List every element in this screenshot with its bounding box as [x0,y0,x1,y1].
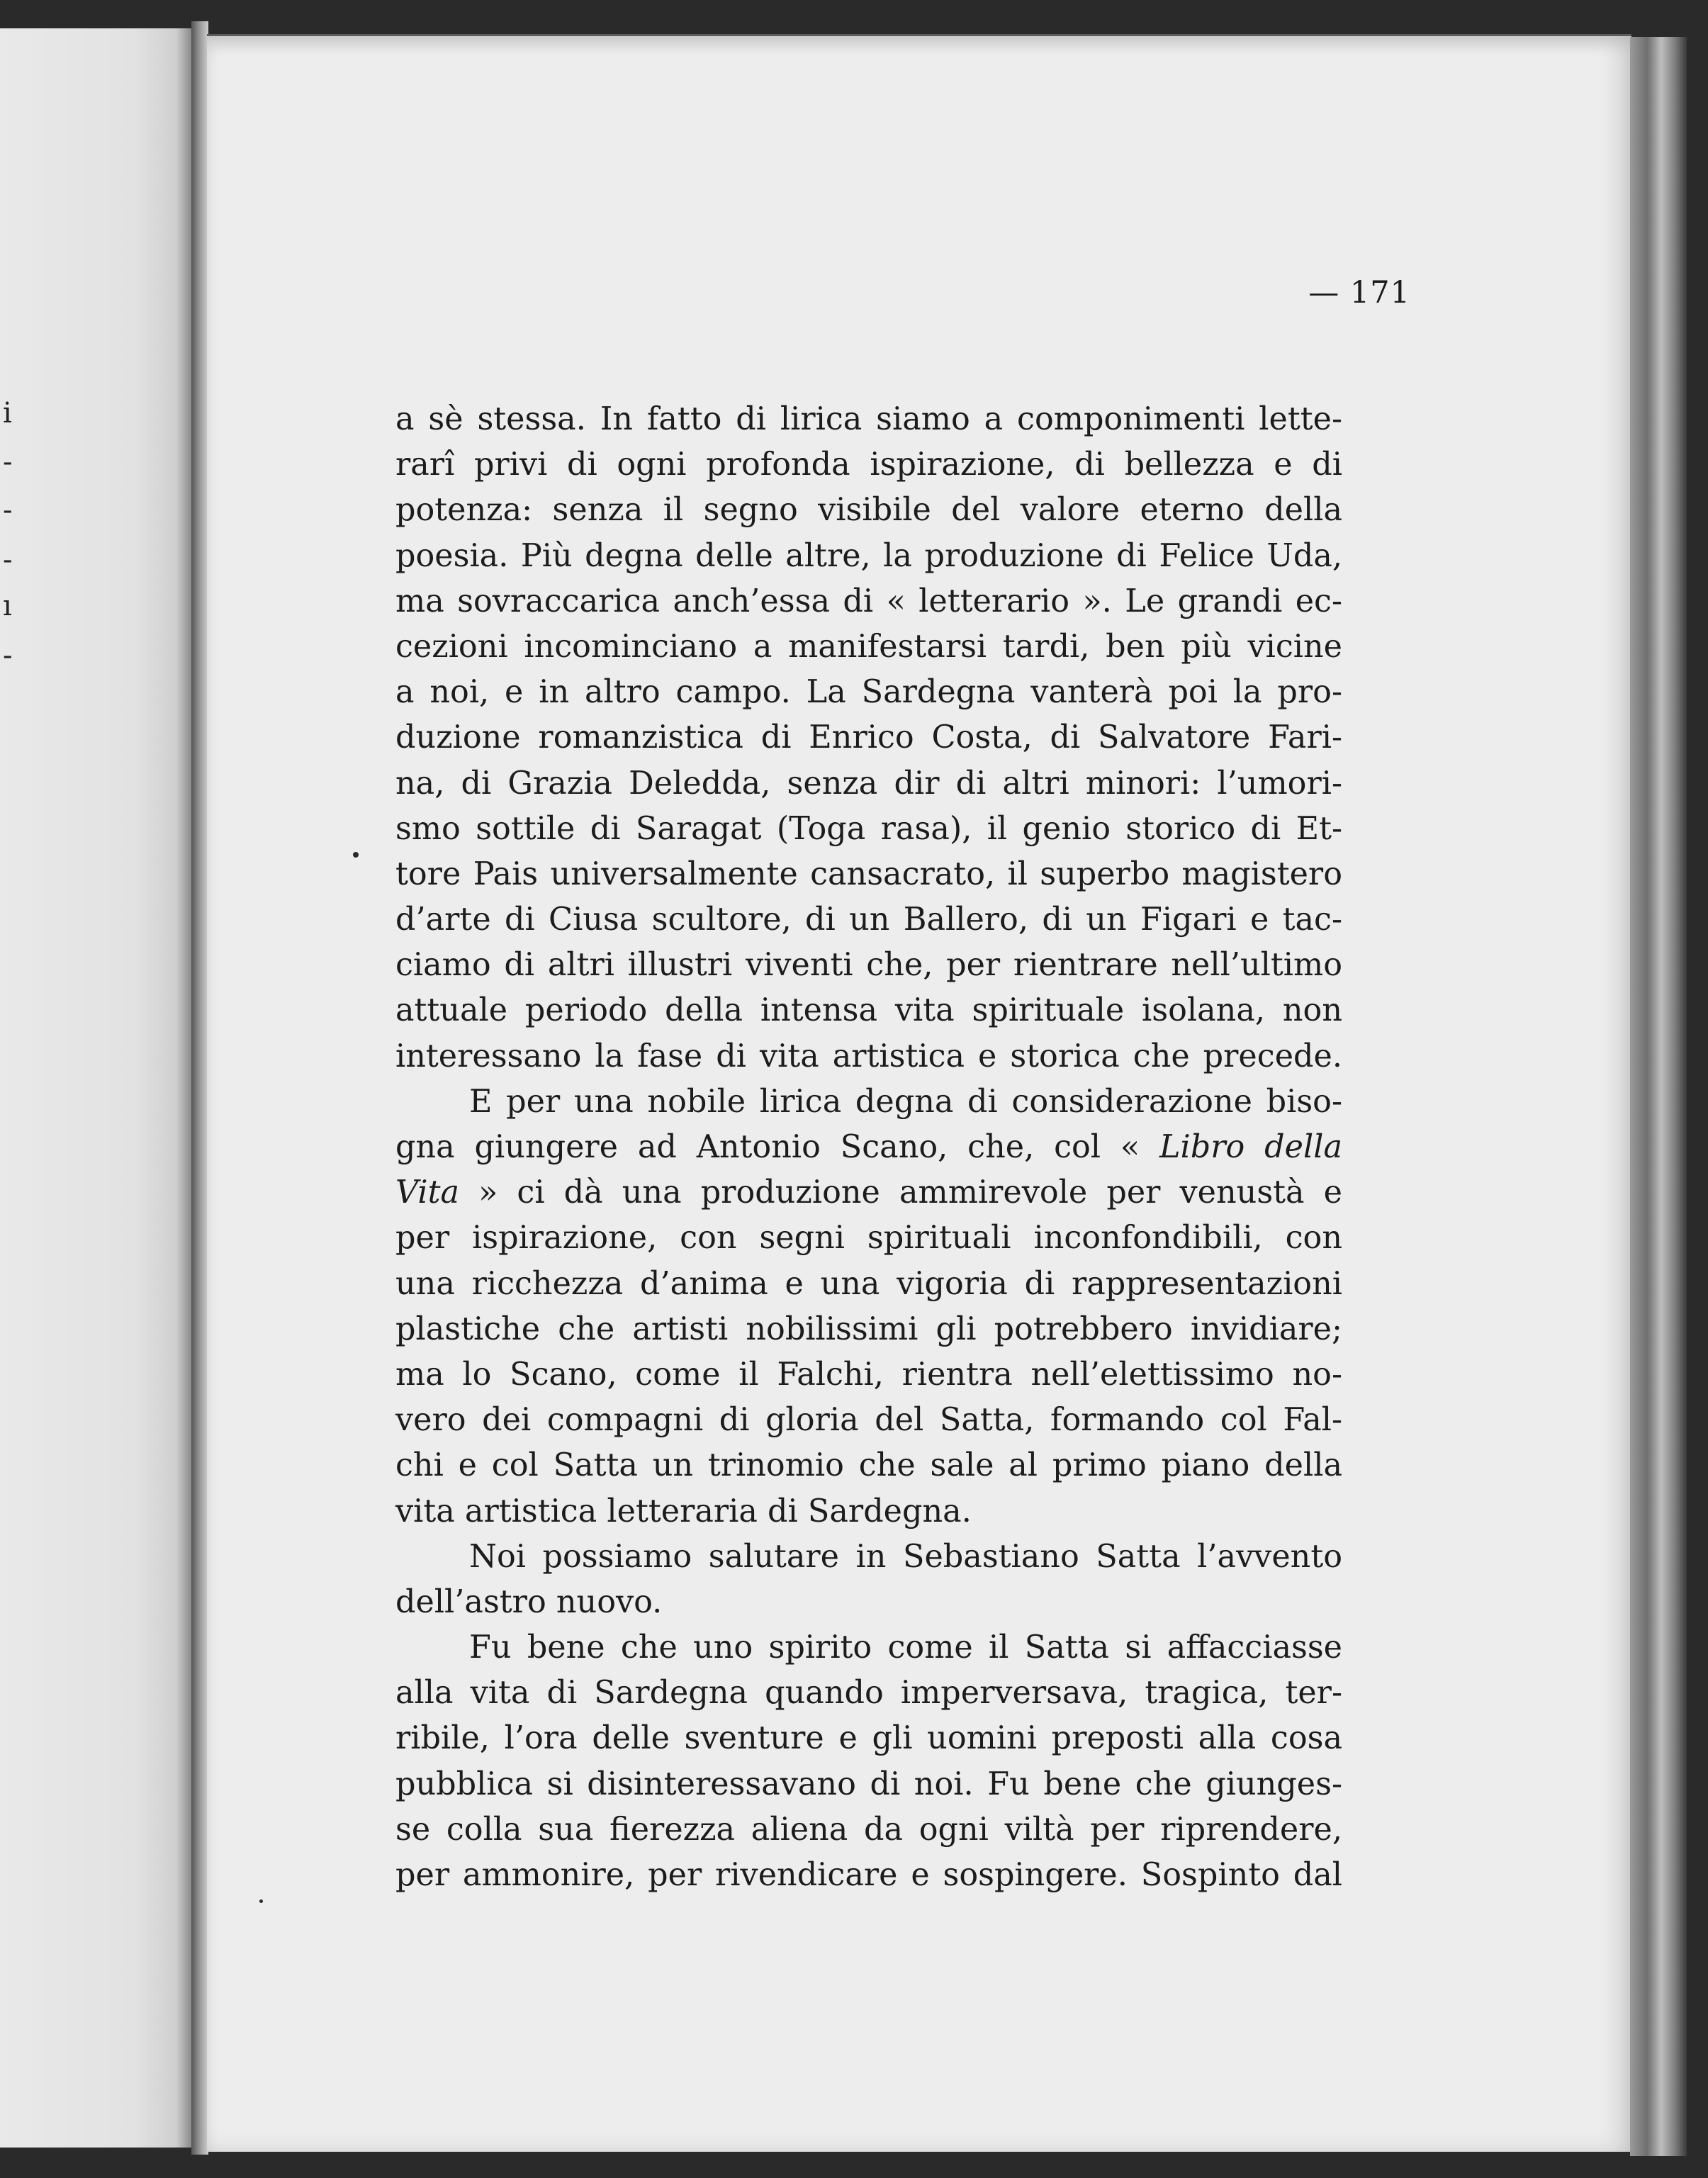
text-line: Noi possiamo salutare in Sebastiano Satta l’avvento [469,1538,1342,1575]
text-line: ciamo di altri illustri viventi che, per rientrare nell’ultimo [395,947,1342,984]
left-page-fragment: - [3,494,13,527]
text-line: per ammonire, per rivendicare e sospingere. Sospinto dal [395,1857,1342,1893]
text-line: alla vita di Sardegna quando imperversava, tragica, ter- [395,1675,1342,1712]
text-line: se colla sua fierezza aliena da ogni viltà per riprendere, [395,1811,1342,1848]
paragraph [395,397,1342,1079]
ink-speck [353,852,359,858]
left-page-fragment: ı [3,590,12,622]
text-line: interessano la fase di vita artistica e storica che precede. [395,1038,1342,1074]
paragraph [395,1079,1342,1534]
text-line: vita artistica letteraria di Sardegna. [395,1493,972,1529]
text-line: Vita » ci dà una produzione ammirevole per venustà e [395,1174,1342,1211]
text-line: gna giungere ad Antonio Scano, che, col « Libro della [395,1129,1342,1165]
text-line: una ricchezza d’anima e una vigoria di rappresentazioni [395,1265,1342,1302]
text-line: ma lo Scano, come il Falchi, rientra nell’elettissimo no- [395,1356,1342,1393]
left-facing-page-edge [0,28,193,2148]
text-line: dell’astro nuovo. [395,1583,663,1620]
text-line: potenza: senza il segno visibile del valore eterno della [395,492,1342,529]
text-line: d’arte di Ciusa scultore, di un Ballero, di un Figari e tac- [395,902,1342,938]
text-line: a sè stessa. In fatto di lirica siamo a componimenti lette- [395,401,1342,437]
text-line: ribile, l’ora delle sventure e gli uomini preposti alla cosa [395,1720,1342,1757]
text-line: plastiche che artisti nobilissimi gli potrebbero invidiare; [395,1310,1342,1347]
page-number: — 171 [1308,275,1410,310]
left-page-fragment: - [3,544,13,576]
text-line: E per una nobile lirica degna di considerazione biso- [469,1083,1342,1120]
text-line: tore Pais universalmente cansacrato, il superbo magistero [395,855,1342,892]
text-line: pubblica si disinteressavano di noi. Fu bene che giunges- [395,1766,1342,1802]
text-line: chi e col Satta un trinomio che sale al primo piano della [395,1447,1342,1484]
left-page-fragment: - [3,446,13,478]
paragraph [395,1625,1342,1898]
text-line: Fu bene che uno spirito come il Satta si affacciasse [469,1629,1342,1666]
text-line: attuale periodo della intensa vita spirituale isolana, non [395,992,1342,1029]
body-text [395,397,1342,1898]
left-page-fragment: i [3,397,12,430]
text-line: poesia. Più degna delle altre, la produzione di Felice Uda, [395,537,1342,574]
left-page-fragment: - [3,639,13,672]
text-line: vero dei compagni di gloria del Satta, formando col Fal- [395,1402,1342,1439]
text-line: rarî privi di ogni profonda ispirazione, di bellezza e di [395,447,1342,483]
paragraph [395,1534,1342,1625]
ink-speck [259,1899,263,1903]
text-line: ma sovraccarica anch’essa di « letterario ». Le grandi ec- [395,583,1342,619]
text-line: smo sottile di Saragat (Toga rasa), il genio storico di Et- [395,810,1342,847]
book-gutter [191,21,208,2155]
text-line: per ispirazione, con segni spirituali inconfondibili, con [395,1220,1342,1257]
text-line: a noi, e in altro campo. La Sardegna vanterà poi la pro- [395,674,1342,711]
page-stack-edge [1630,37,1687,2156]
text-line: duzione romanzistica di Enrico Costa, di Salvatore Fari- [395,719,1342,756]
text-line: cezioni incominciano a manifestarsi tardi, ben più vicine [395,628,1342,665]
text-line: na, di Grazia Deledda, senza dir di altri minori: l’umori- [395,765,1342,802]
